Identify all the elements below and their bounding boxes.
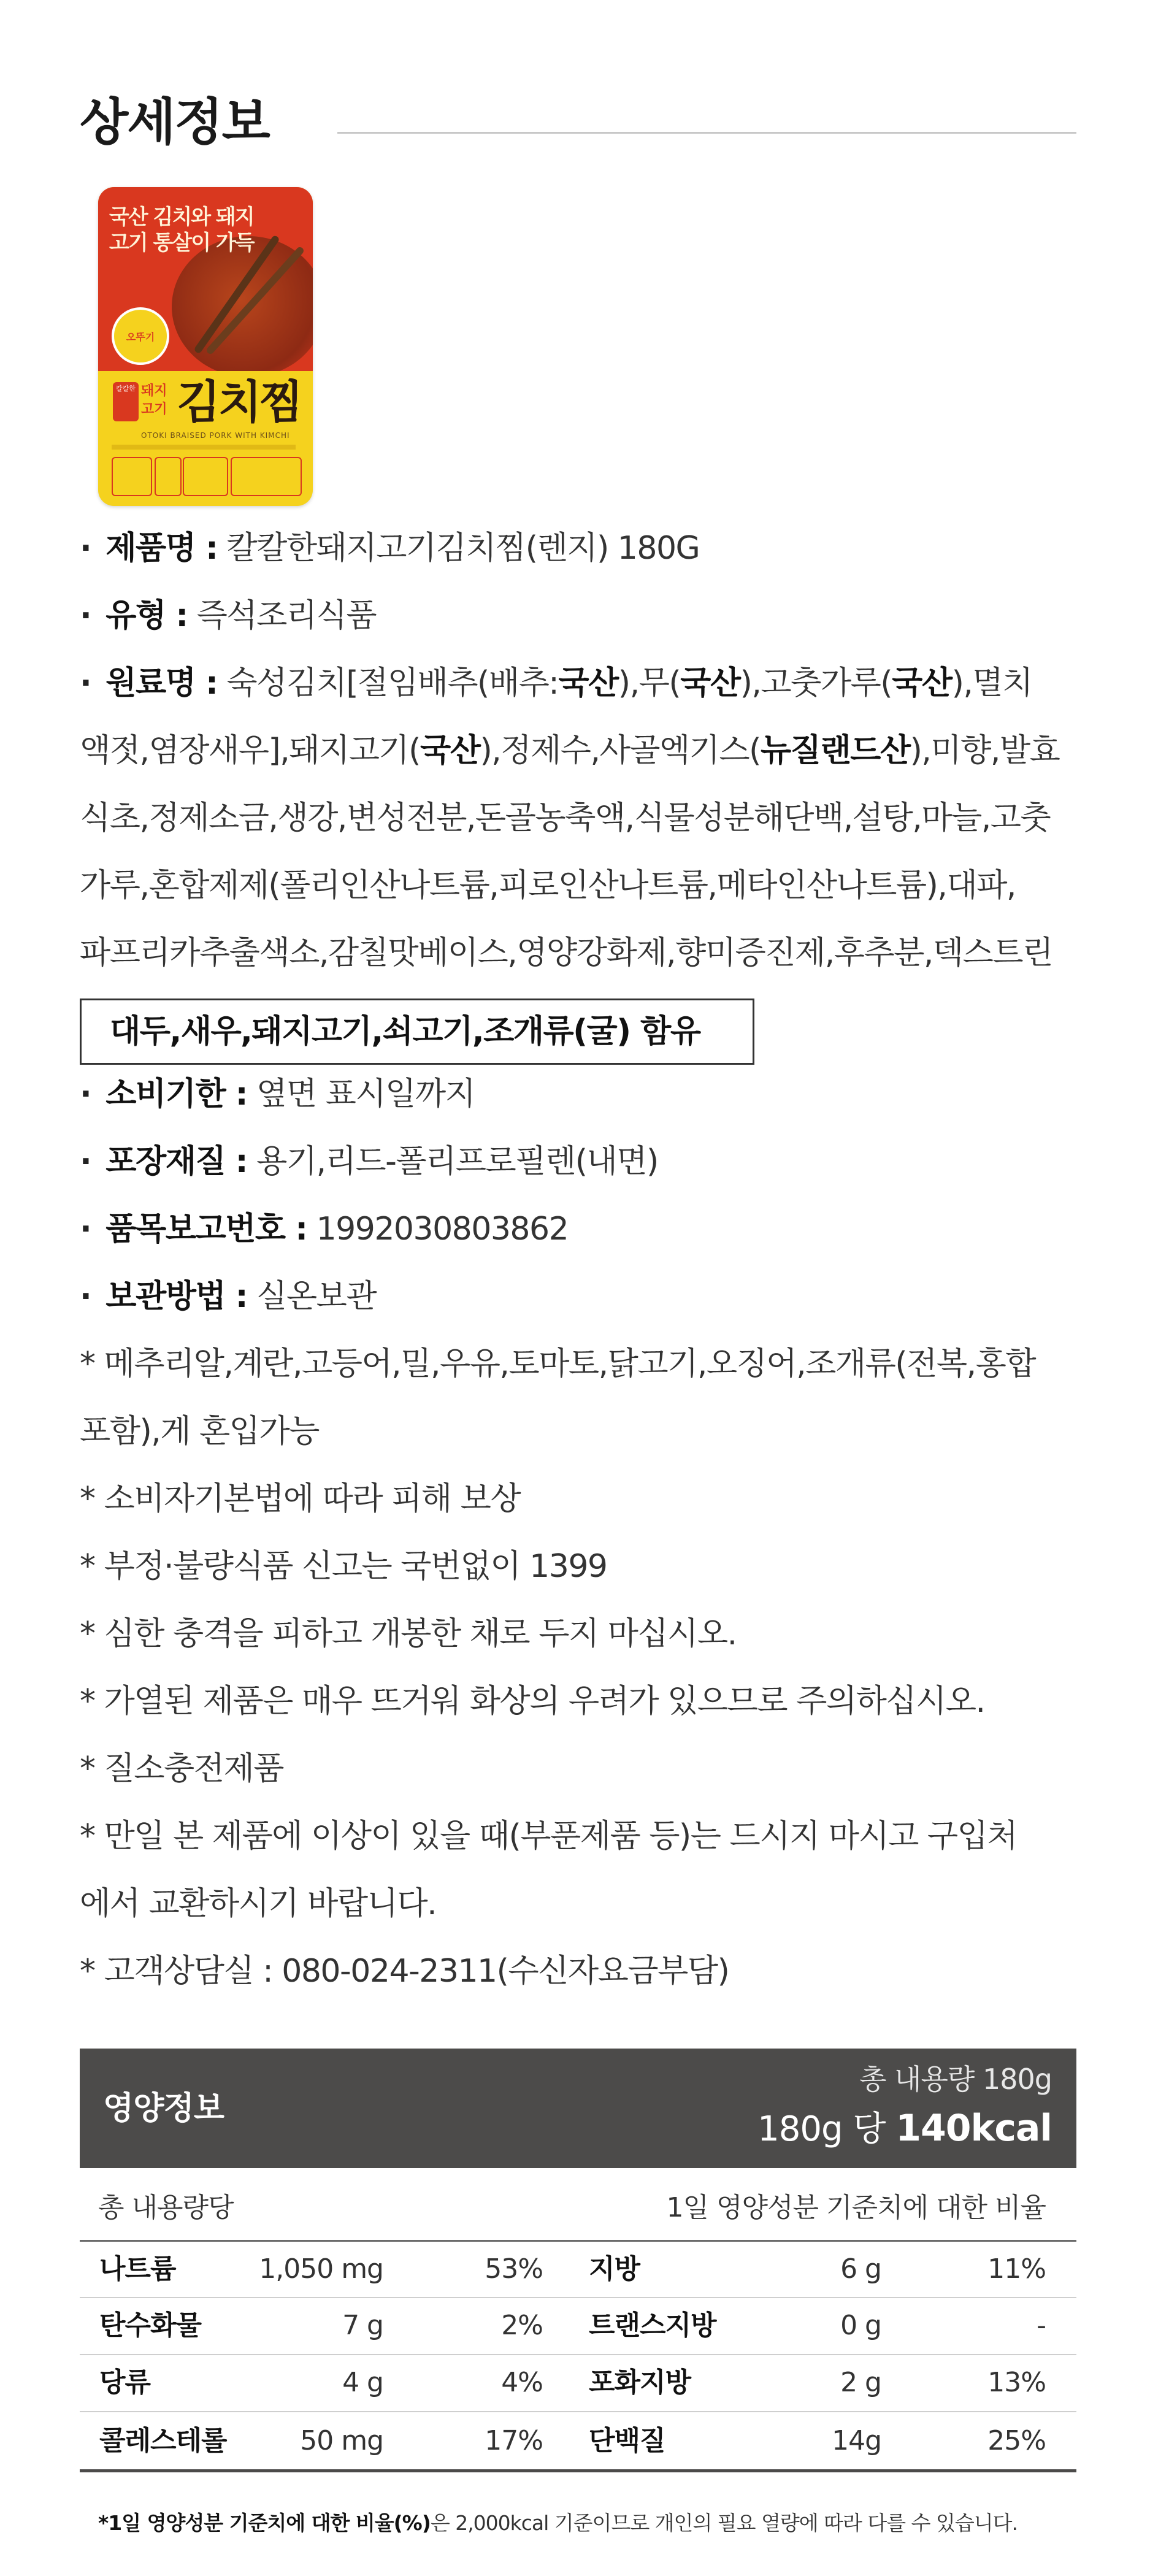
nutrition-total: 총 내용량 180g: [859, 2063, 1052, 2096]
table-rule: [80, 2469, 1076, 2472]
packaging-row: [80, 1140, 658, 1184]
nutrient-name: 당류: [99, 2367, 151, 2398]
nutrient-percent: 2%: [501, 2310, 543, 2341]
note-item: * 메추리알,계란,고등어,밀,우유,토마토,닭고기,오징어,조개류(전복,홍합: [80, 1346, 1036, 1382]
bullet: ·: [80, 530, 91, 567]
nutrient-name: 단백질: [589, 2425, 665, 2456]
product-name-label: 제품명 :: [105, 530, 218, 567]
report-number-label: 품목보고번호 :: [105, 1211, 307, 1248]
report-number-row: [80, 1207, 568, 1251]
nutrition-title: 영양정보: [103, 2090, 224, 2127]
nutrient-percent: 11%: [987, 2253, 1046, 2285]
package-english-name: OTOKI BRAISED PORK WITH KIMCHI: [141, 431, 290, 440]
table-rule: [80, 2297, 1076, 2298]
note-item: * 심한 충격을 피하고 개봉한 채로 두지 마십시오.: [80, 1616, 737, 1652]
per-serving-amount: 180g 당: [757, 2109, 896, 2149]
packaging-value: 용기,리드-폴리프로필렌(내면): [247, 1143, 658, 1180]
storage-row: [80, 1275, 376, 1319]
nutrition-caption-right: 1일 영양성분 기준치에 대한 비율: [666, 2192, 1046, 2223]
nutrient-amount: 0 g: [840, 2310, 881, 2341]
note-item: * 부정·불량식품 신고는 국번없이 1399: [80, 1548, 607, 1585]
footnote-text: 은 2,000kcal 기준이므로 개인의 필요 열량에 따라 다를 수 있습니다.: [430, 2511, 1018, 2535]
nutrition-footnote: [98, 2509, 1018, 2538]
packaging-label: 포장재질 :: [105, 1143, 248, 1180]
page-title: 상세정보: [80, 93, 269, 151]
nutrient-amount: 6 g: [840, 2253, 881, 2285]
package-stripe: [112, 445, 296, 450]
nutrient-percent: 25%: [987, 2425, 1046, 2456]
nutrient-amount: 14g: [832, 2425, 881, 2456]
package-badge: [112, 457, 152, 496]
type-label: 유형 :: [105, 597, 188, 634]
origin-highlight: 국산: [420, 732, 480, 769]
note-item: * 소비자기본법에 따라 피해 보상: [80, 1481, 521, 1517]
note-item: 포함),게 혼입가능: [80, 1413, 319, 1450]
ingredients-text: ),고춧가루(: [740, 665, 892, 702]
ingredients-line: [80, 729, 1059, 773]
origin-highlight: 국산: [892, 665, 952, 702]
package-badge: [183, 457, 228, 496]
nutrition-header: [80, 2049, 1076, 2168]
title-divider: [337, 132, 1076, 134]
nutrient-name: 지방: [589, 2253, 640, 2285]
allergen-box: 대두,새우,돼지고기,쇠고기,조개류(굴) 함유: [80, 999, 754, 1065]
nutrient-name: 콜레스테롤: [99, 2425, 227, 2456]
nutrient-percent: 17%: [485, 2425, 543, 2456]
nutrient-amount: 2 g: [840, 2367, 881, 2398]
ingredients-line: 가루,혼합제제(폴리인산나트륨,피로인산나트륨,메타인산나트륨),대파,: [80, 867, 1016, 904]
bullet: ·: [80, 1278, 91, 1315]
brand-logo: 오뚜기: [112, 307, 169, 365]
ingredients-text: ),미향,발효: [910, 732, 1060, 769]
product-name-value: 칼칼한돼지고기김치찜(렌지) 180G: [217, 530, 700, 567]
package-subname: 돼지 고기: [141, 383, 167, 417]
package-tag: 칼칼한: [113, 382, 139, 421]
nutrient-percent: 53%: [485, 2253, 543, 2285]
note-item: * 질소충전제품: [80, 1750, 283, 1787]
bullet: ·: [80, 1143, 91, 1180]
storage-label: 보관방법 :: [105, 1278, 248, 1315]
ingredients-text: 숙성김치[절임배추(배추:: [217, 665, 559, 702]
origin-highlight: 국산: [558, 665, 618, 702]
nutrient-name: 트랜스지방: [589, 2310, 716, 2341]
package-badge: [155, 457, 182, 496]
type-row: [80, 594, 376, 638]
nutrient-percent: 4%: [501, 2367, 543, 2398]
note-item: * 가열된 제품은 매우 뜨거워 화상의 우려가 있으므로 주의하십시오.: [80, 1683, 985, 1720]
nutrient-amount: 4 g: [342, 2367, 383, 2398]
package-badge: [231, 457, 302, 496]
origin-highlight: 뉴질랜드산: [760, 732, 910, 769]
table-rule: [80, 2411, 1076, 2412]
storage-value: 실온보관: [247, 1278, 377, 1315]
footnote-bold: *1일 영양성분 기준치에 대한 비율(%): [98, 2511, 431, 2535]
expiry-value: 옆면 표시일까지: [247, 1076, 475, 1113]
ingredients-text: ),멸치: [951, 665, 1032, 702]
ingredients-text: ),정제수,사골엑기스(: [480, 732, 761, 769]
expiry-label: 소비기한 :: [105, 1076, 248, 1113]
note-item: * 만일 본 제품에 이상이 있을 때(부푼제품 등)는 드시지 마시고 구입처: [80, 1818, 1018, 1855]
nutrient-amount: 1,050 mg: [259, 2253, 383, 2285]
product-name-row: [80, 526, 699, 570]
customer-service-note: * 고객상담실 : 080-024-2311(수신자요금부담): [80, 1953, 729, 1990]
table-rule: [80, 2354, 1076, 2355]
nutrition-caption-left: 총 내용량당: [98, 2192, 234, 2223]
ingredients-text: ),무(: [618, 665, 681, 702]
expiry-row: [80, 1072, 475, 1116]
nutrient-amount: 7 g: [342, 2310, 383, 2341]
package-headline: 국산 김치와 돼지고기 통살이 가득: [109, 205, 254, 255]
nutrient-name: 탄수화물: [99, 2310, 202, 2341]
nutrition-per-serving: [757, 2104, 1052, 2154]
table-rule: [80, 2240, 1076, 2242]
nutrient-percent: -: [1037, 2310, 1046, 2341]
ingredients-text: 액젓,염장새우],돼지고기(: [80, 732, 420, 769]
nutrient-name: 포화지방: [589, 2367, 691, 2398]
ingredients-label: 원료명 :: [105, 665, 218, 702]
nutrient-amount: 50 mg: [300, 2425, 383, 2456]
ingredients-row: [80, 661, 1032, 705]
bullet: ·: [80, 1211, 91, 1248]
package-name: 김치찜: [177, 376, 301, 429]
nutrient-percent: 13%: [987, 2367, 1046, 2398]
calories: 140kcal: [895, 2107, 1052, 2150]
bullet: ·: [80, 597, 91, 634]
ingredients-line: 식초,정제소금,생강,변성전분,돈골농축액,식물성분해단백,설탕,마늘,고춧: [80, 800, 1051, 837]
package-top: [98, 187, 313, 371]
report-number-value: 1992030803862: [307, 1211, 569, 1248]
bullet: ·: [80, 665, 91, 702]
bullet: ·: [80, 1076, 91, 1113]
note-item: 에서 교환하시기 바랍니다.: [80, 1885, 437, 1922]
type-value: 즉석조리식품: [187, 597, 377, 634]
ingredients-line: 파프리카추출색소,감칠맛베이스,영양강화제,향미증진제,후추분,덱스트린: [80, 935, 1052, 972]
origin-highlight: 국산: [680, 665, 740, 702]
product-image: [98, 187, 313, 506]
nutrient-name: 나트륨: [99, 2253, 176, 2285]
